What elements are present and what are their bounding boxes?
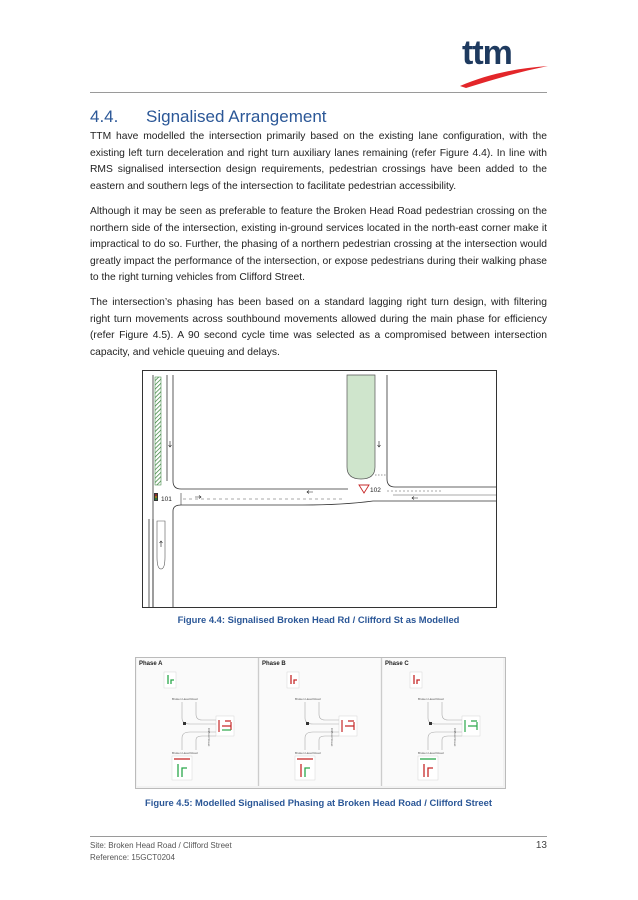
paragraph-2: Although it may be seen as preferable to feature the Broken Head Road pedestrian crossing on the northern side of the intersection, existing in-ground services located in the north-east corner make it impractical to do so. Further, the phasing of a northern pedestrian crossing at the intersection would greatly impact the performance of the intersection, or expose pedestrians during their walking phase to the right turning vehicles from Clifford Street. — [90, 206, 547, 284]
phase-a-label: Phase A — [139, 661, 163, 667]
lane-arrow-icon — [307, 491, 313, 494]
logo-text: ttm — [462, 34, 512, 72]
lane-arrow-icon — [412, 497, 418, 500]
section-number: 4.4. — [90, 107, 119, 126]
green-median — [347, 375, 375, 479]
paragraph-3: The intersection’s phasing has been based on a standard lagging right turn design, with filtering right turn movements across southbound movements allowed during the main phase for efficiency (refer Figure 4.5). A 90 second cycle time was selected as a compromised between intersection capacity, and vehicle queuing and delays. — [90, 297, 547, 358]
phase-b-side-road: Clifford Street — [330, 728, 334, 747]
phase-c-road-bottom: Broken Head Road — [418, 751, 444, 755]
page-number: 13 — [535, 840, 547, 851]
phase-a-side-road: Clifford Street — [207, 728, 211, 747]
paragraph-1: TTM have modelled the intersection primarily based on the existing lane configuration, with the existing left turn deceleration and right turn auxiliary lanes remaining (refer Figure 4.4). In line with RMS signalised intersection design requirements, pedestrian crossings have been added to the eastern and southern legs of the intersection to facilitate pedestrian accessibility. — [90, 131, 547, 192]
footer-divider — [90, 836, 547, 837]
phase-a-road-bottom: Broken Head Road — [172, 751, 198, 755]
hatched-median — [155, 377, 161, 485]
footer-site: Site: Broken Head Road / Clifford Street — [90, 841, 232, 850]
figure-4-4-caption: Figure 4.4: Signalised Broken Head Rd / Clifford St as Modelled — [177, 614, 460, 625]
phasing-figure — [135, 657, 506, 789]
phase-b-label: Phase B — [262, 661, 286, 667]
phase-a-panel — [136, 658, 259, 786]
intersection-diagram — [143, 371, 496, 607]
logo-swoosh-icon — [458, 64, 550, 88]
signal-label-101: 101 — [161, 496, 172, 503]
section-title: Signalised Arrangement — [146, 107, 327, 126]
lane-arrow-icon — [378, 441, 381, 447]
intersection-layout-figure — [142, 370, 497, 608]
lane-arrow-icon — [169, 441, 172, 447]
phase-a-road-top: Broken Head Road — [172, 697, 198, 701]
sign-label-102: 102 — [370, 487, 381, 494]
phase-b-panel — [259, 658, 382, 786]
phase-b-road-bottom: Broken Head Road — [295, 751, 321, 755]
give-way-triangle-icon — [359, 485, 369, 493]
phase-c-side-road: Clifford Street — [453, 728, 457, 747]
footer-reference: Reference: 15GCT0204 — [90, 853, 175, 862]
phase-c-label: Phase C — [385, 661, 409, 667]
ttm-logo — [458, 34, 550, 90]
section-heading — [90, 107, 327, 127]
figure-4-5-caption: Figure 4.5: Modelled Signalised Phasing at Broken Head Road / Clifford Street — [145, 797, 492, 808]
lane-arrow-icon — [195, 496, 201, 499]
phase-c-road-top: Broken Head Road — [418, 697, 444, 701]
header-divider — [90, 92, 547, 93]
phase-b-road-top: Broken Head Road — [295, 697, 321, 701]
phase-c-panel — [382, 658, 504, 786]
